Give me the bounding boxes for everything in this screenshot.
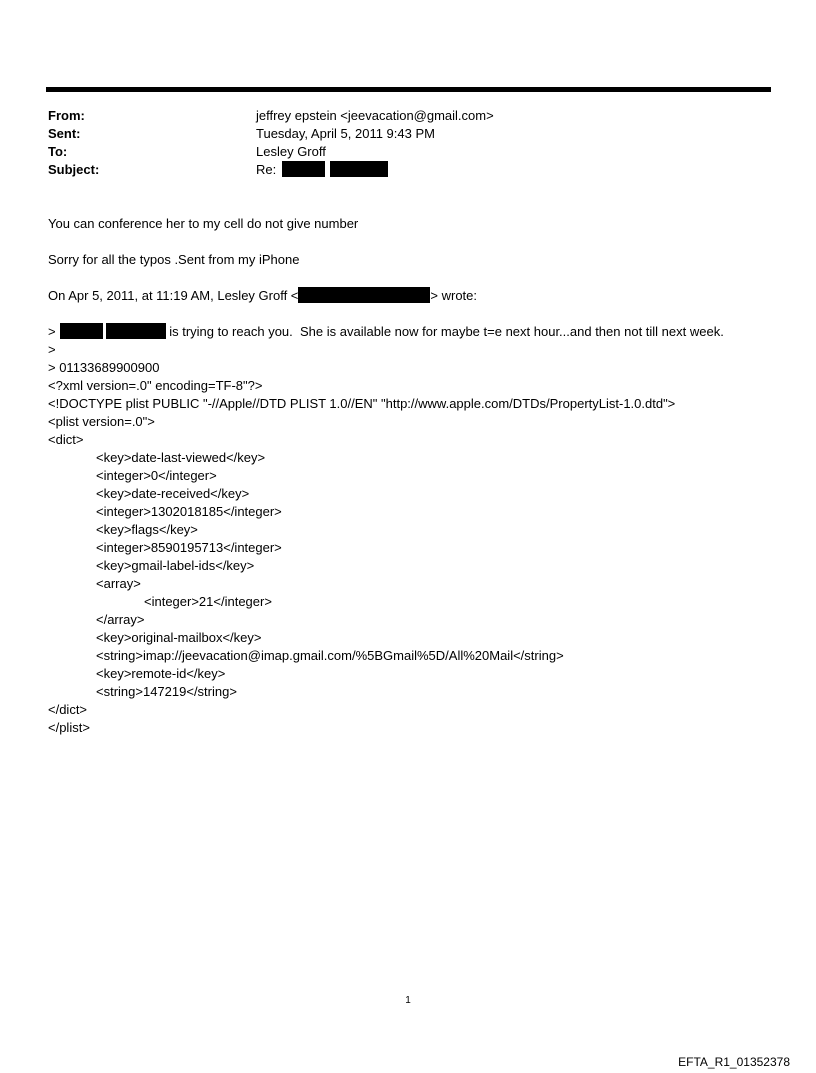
- from-label: From:: [48, 108, 85, 123]
- header-rule: [46, 87, 771, 92]
- to-label: To:: [48, 144, 68, 159]
- redaction-box: [60, 323, 103, 339]
- redaction-box: [298, 287, 430, 303]
- xml-line: <key>original-mailbox</key>: [96, 630, 262, 645]
- sent-label: Sent:: [48, 126, 81, 141]
- subject-row: [48, 161, 748, 179]
- from-value: jeffrey epstein <jeevacation@gmail.com>: [256, 108, 494, 123]
- subject-label: Subject:: [48, 162, 100, 177]
- xml-line: <integer>1302018185</integer>: [96, 504, 282, 519]
- xml-line: <dict>: [48, 432, 84, 447]
- redaction-box: [106, 323, 166, 339]
- xml-line: <string>147219</string>: [96, 684, 237, 699]
- quote-intro: [48, 287, 778, 305]
- xml-line: <key>gmail-label-ids</key>: [96, 558, 255, 573]
- xml-line: </array>: [96, 612, 145, 627]
- xml-line: <key>remote-id</key>: [96, 666, 226, 681]
- xml-line: <key>date-last-viewed</key>: [96, 450, 266, 465]
- xml-line: <key>flags</key>: [96, 522, 198, 537]
- xml-line: <key>date-received</key>: [96, 486, 250, 501]
- subject-value: [256, 161, 388, 179]
- redaction-box: [282, 161, 325, 177]
- email-header: [48, 107, 748, 179]
- xml-line: <?xml version=.0" encoding=TF-8"?>: [48, 378, 263, 393]
- document-id: EFTA_R1_01352378: [678, 1055, 790, 1069]
- quote-marker: >: [48, 324, 56, 339]
- xml-line: </dict>: [48, 702, 88, 717]
- xml-line: <integer>8590195713</integer>: [96, 540, 282, 555]
- to-value: Lesley Groff: [256, 144, 326, 159]
- xml-line: <!DOCTYPE plist PUBLIC "-//Apple//DTD PLIST 1.0//EN" "http://www.apple.com/DTDs/PropertyList-1.0.dtd">: [48, 396, 676, 411]
- body-line: Sorry for all the typos .Sent from my iPhone: [48, 252, 300, 267]
- quote-intro-text: On Apr 5, 2011, at 11:19 AM, Lesley Groff <: [48, 288, 299, 303]
- email-body: [48, 215, 778, 737]
- xml-line: <string>imap://jeevacation@imap.gmail.com/%5BGmail%5D/All%20Mail</string>: [96, 648, 564, 663]
- quoted-line: [48, 323, 778, 341]
- quoted-line: > 01133689900900: [48, 360, 160, 375]
- xml-line: <plist version=.0">: [48, 414, 155, 429]
- xml-line: <array>: [96, 576, 141, 591]
- page-number: 1: [405, 995, 411, 1006]
- xml-line: <integer>0</integer>: [96, 468, 217, 483]
- quoted-text: is trying to reach you. She is available now for maybe t=e next hour...and then not till next week.: [165, 324, 724, 339]
- quoted-line: >: [48, 342, 56, 357]
- to-row: [48, 143, 748, 161]
- xml-line: <integer>21</integer>: [144, 594, 272, 609]
- sent-row: [48, 125, 748, 143]
- body-line: You can conference her to my cell do not give number: [48, 216, 359, 231]
- from-row: [48, 107, 748, 125]
- quote-intro-text: > wrote:: [430, 288, 478, 303]
- xml-line: </plist>: [48, 720, 90, 735]
- subject-prefix: Re:: [256, 162, 277, 177]
- sent-value: Tuesday, April 5, 2011 9:43 PM: [256, 126, 435, 141]
- redaction-box: [330, 161, 388, 177]
